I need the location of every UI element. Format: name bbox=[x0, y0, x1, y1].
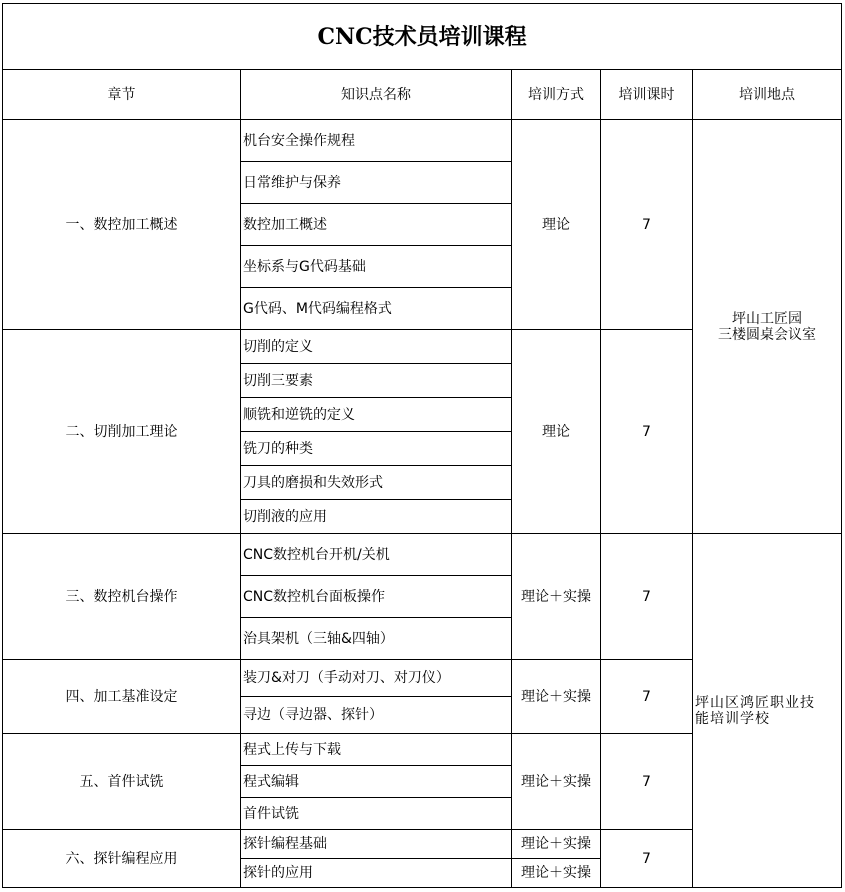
training-method: 理论＋实操 bbox=[512, 734, 601, 830]
knowledge-item: CNC数控机台面板操作 bbox=[241, 576, 512, 618]
location-line: 三楼圆桌会议室 bbox=[718, 326, 817, 343]
knowledge-item: 寻边（寻边器、探针） bbox=[241, 697, 512, 734]
header-hours: 培训课时 bbox=[601, 70, 693, 120]
knowledge-item: 日常维护与保养 bbox=[241, 162, 512, 204]
training-hours: 7 bbox=[601, 660, 693, 734]
knowledge-item: 探针编程基础 bbox=[241, 830, 512, 859]
header-row bbox=[3, 70, 842, 120]
training-hours: 7 bbox=[601, 120, 693, 330]
knowledge-item: 治具架机（三轴&四轴） bbox=[241, 618, 512, 660]
knowledge-item: 机台安全操作规程 bbox=[241, 120, 512, 162]
training-method: 理论＋实操 bbox=[512, 859, 601, 888]
knowledge-item: 切削液的应用 bbox=[241, 500, 512, 534]
training-method: 理论＋实操 bbox=[512, 534, 601, 660]
chapter-name: 六、探针编程应用 bbox=[3, 830, 241, 888]
training-method: 理论 bbox=[512, 120, 601, 330]
training-method: 理论 bbox=[512, 330, 601, 534]
knowledge-item: 数控加工概述 bbox=[241, 204, 512, 246]
knowledge-item: 坐标系与G代码基础 bbox=[241, 246, 512, 288]
training-hours: 7 bbox=[601, 830, 693, 888]
header-location: 培训地点 bbox=[693, 70, 842, 120]
header-knowledge: 知识点名称 bbox=[241, 70, 512, 120]
training-location bbox=[693, 120, 842, 534]
chapter-name: 四、加工基准设定 bbox=[3, 660, 241, 734]
chapter-name: 一、数控加工概述 bbox=[3, 120, 241, 330]
training-hours: 7 bbox=[601, 330, 693, 534]
table-title: CNC技术员培训课程 bbox=[3, 4, 842, 70]
table-row bbox=[3, 534, 842, 576]
knowledge-item: 铣刀的种类 bbox=[241, 432, 512, 466]
training-method: 理论＋实操 bbox=[512, 830, 601, 859]
knowledge-item: 切削三要素 bbox=[241, 364, 512, 398]
knowledge-item: CNC数控机台开机/关机 bbox=[241, 534, 512, 576]
knowledge-item: 探针的应用 bbox=[241, 859, 512, 888]
knowledge-item: 程式上传与下载 bbox=[241, 734, 512, 766]
knowledge-item: 装刀&对刀（手动对刀、对刀仪） bbox=[241, 660, 512, 697]
knowledge-item: 切削的定义 bbox=[241, 330, 512, 364]
knowledge-item: 首件试铣 bbox=[241, 798, 512, 830]
header-chapter: 章节 bbox=[3, 70, 241, 120]
training-location bbox=[693, 534, 842, 888]
training-hours: 7 bbox=[601, 534, 693, 660]
chapter-name: 五、首件试铣 bbox=[3, 734, 241, 830]
knowledge-item: 刀具的磨损和失效形式 bbox=[241, 466, 512, 500]
course-table bbox=[2, 3, 842, 888]
table-row bbox=[3, 120, 842, 162]
title-row bbox=[3, 4, 842, 70]
knowledge-item: G代码、M代码编程格式 bbox=[241, 288, 512, 330]
location-line: 坪山区鸿匠职业技 bbox=[695, 694, 815, 711]
header-method: 培训方式 bbox=[512, 70, 601, 120]
location-line: 能培训学校 bbox=[695, 710, 770, 727]
chapter-name: 二、切削加工理论 bbox=[3, 330, 241, 534]
location-line: 坪山工匠园 bbox=[732, 310, 803, 327]
knowledge-item: 程式编辑 bbox=[241, 766, 512, 798]
training-method: 理论＋实操 bbox=[512, 660, 601, 734]
training-hours: 7 bbox=[601, 734, 693, 830]
knowledge-item: 顺铣和逆铣的定义 bbox=[241, 398, 512, 432]
chapter-name: 三、数控机台操作 bbox=[3, 534, 241, 660]
